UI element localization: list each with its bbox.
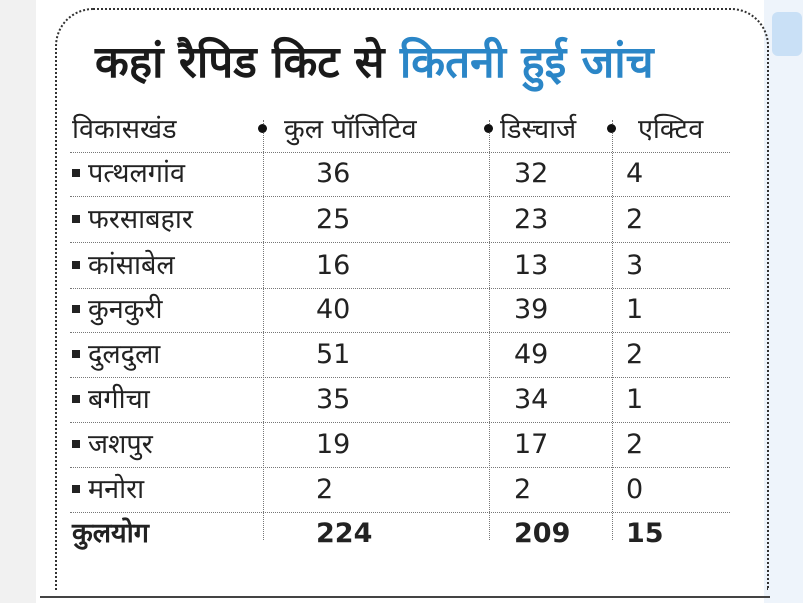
table-row	[70, 288, 730, 333]
table-total-row	[70, 512, 730, 556]
block-name: मनोरा	[88, 474, 145, 505]
bullet-icon	[72, 305, 80, 313]
block-name: दुलदुला	[88, 339, 161, 370]
right-margin-strip	[764, 0, 803, 603]
total-positive-value: 25	[316, 204, 351, 235]
header-active: एक्टिव	[638, 114, 704, 145]
active-value: 2	[626, 339, 644, 370]
header-discharge: डिस्चार्ज	[500, 114, 577, 145]
table-row	[70, 152, 730, 197]
discharge-value: 32	[514, 158, 549, 189]
block-name: बगीचा	[88, 384, 150, 415]
discharge-value: 17	[514, 429, 549, 460]
total-positive-value: 16	[316, 250, 351, 281]
row-label	[72, 333, 160, 377]
left-margin-strip	[0, 0, 36, 603]
row-label	[72, 423, 153, 467]
header-block: विकासखंड	[72, 114, 177, 145]
active-value: 4	[626, 158, 644, 189]
bullet-icon	[72, 215, 80, 223]
table-row	[70, 378, 730, 423]
bullet-icon	[72, 261, 80, 269]
bullet-icon	[72, 350, 80, 358]
total-positive-value: 2	[316, 474, 334, 505]
row-label	[72, 152, 185, 196]
header-dot-icon	[607, 124, 616, 133]
total-positive-value: 35	[316, 384, 351, 415]
header-dot-icon	[484, 124, 493, 133]
row-label	[72, 378, 150, 422]
active-value: 1	[626, 384, 644, 415]
block-name: कुनकुरी	[88, 294, 163, 325]
total-positive-value: 40	[316, 294, 351, 325]
bullet-icon	[72, 485, 80, 493]
active-value: 3	[626, 250, 644, 281]
table-row	[70, 333, 730, 378]
row-label	[72, 288, 163, 332]
bullet-icon	[72, 169, 80, 177]
total-label: कुलयोग	[72, 518, 149, 549]
discharge-value: 23	[514, 204, 549, 235]
block-name: जशपुर	[88, 429, 153, 460]
column-separator	[263, 120, 264, 540]
total-active-sum: 15	[626, 518, 664, 549]
row-label	[72, 468, 144, 512]
row-label	[72, 198, 193, 242]
block-name: पत्थलगांव	[88, 158, 185, 189]
column-separator	[489, 120, 490, 540]
row-label	[72, 244, 175, 288]
bullet-icon	[72, 440, 80, 448]
total-positive-sum: 224	[316, 518, 373, 549]
discharge-value: 2	[514, 474, 532, 505]
discharge-value: 39	[514, 294, 549, 325]
table-header-row	[70, 108, 730, 153]
total-positive-value: 19	[316, 429, 351, 460]
total-positive-value: 36	[316, 158, 351, 189]
header-total-positive: कुल पॉजिटिव	[284, 114, 417, 145]
total-discharge-sum: 209	[514, 518, 571, 549]
table-row	[70, 468, 730, 513]
blue-decoration	[772, 12, 802, 56]
column-separator	[612, 120, 613, 540]
active-value: 2	[626, 429, 644, 460]
block-name: कांसाबेल	[88, 250, 175, 281]
table-row	[70, 244, 730, 289]
active-value: 2	[626, 204, 644, 235]
title-part-dark: कहां रैपिड किट से	[95, 37, 385, 88]
header-dot-icon	[258, 124, 267, 133]
page-title	[95, 28, 654, 98]
bottom-rule	[40, 596, 770, 598]
block-name: फरसाबहार	[88, 204, 193, 235]
discharge-value: 13	[514, 250, 549, 281]
active-value: 1	[626, 294, 644, 325]
table-row	[70, 198, 730, 243]
discharge-value: 49	[514, 339, 549, 370]
discharge-value: 34	[514, 384, 549, 415]
total-positive-value: 51	[316, 339, 351, 370]
bullet-icon	[72, 395, 80, 403]
table-row	[70, 423, 730, 468]
title-part-blue: कितनी हुई जांच	[399, 37, 654, 88]
active-value: 0	[626, 474, 644, 505]
